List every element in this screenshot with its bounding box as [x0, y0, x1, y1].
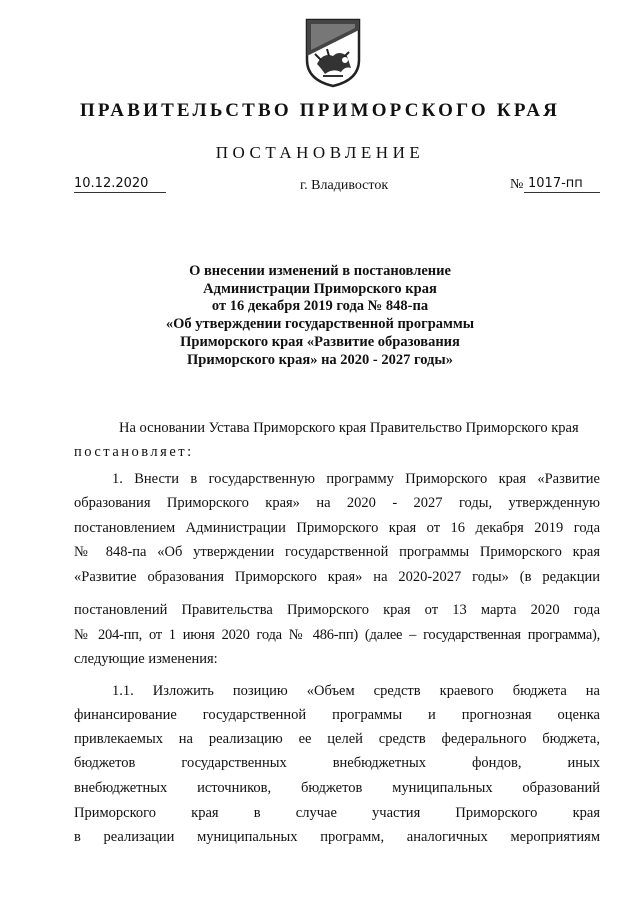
body-line: постановляет:: [74, 444, 194, 460]
document-number: 1017-пп: [524, 176, 600, 193]
body-line: финансирование государственной программы и прогнозная оценка: [74, 707, 600, 723]
body-line: следующие изменения:: [74, 651, 218, 667]
document-city: г. Владивосток: [300, 178, 389, 193]
number-sign: №: [510, 177, 524, 192]
body-line: Приморского края в случае участия Приморского края: [74, 805, 600, 821]
body-line: в реализации муниципальных программ, аналогичных мероприятиям: [74, 829, 600, 845]
government-name: ПРАВИТЕЛЬСТВО ПРИМОРСКОГО КРАЯ: [79, 100, 561, 121]
body-line: постановлением Администрации Приморского края от 16 декабря 2019 года: [74, 520, 600, 536]
document-date: 10.12.2020: [74, 176, 166, 193]
body-line: образования Приморского края» на 2020 - 2027 годы, утвержденную: [74, 495, 600, 511]
body-line: «Развитие образования Приморского края» на 2020-2027 годы» (в редакции: [74, 569, 600, 585]
body-line: № 848-па «Об утверждении государственной программы Приморского края: [74, 544, 600, 560]
body-line: На основании Устава Приморского края Правительство Приморского края: [119, 420, 579, 436]
document-title: [0, 263, 640, 369]
title-line: Администрации Приморского края: [203, 280, 437, 297]
title-line: Приморского края «Развитие образования: [180, 333, 460, 350]
title-line: О внесении изменений в постановление: [189, 263, 451, 279]
body-line: 1.1. Изложить позицию «Объем средств краевого бюджета на: [112, 683, 600, 699]
coat-of-arms-icon: [303, 16, 363, 88]
title-line: «Об утверждении государственной программы: [165, 316, 475, 333]
title-line: Приморского края» на 2020 - 2027 годы»: [187, 351, 453, 368]
body-line: 1. Внести в государственную программу Приморского края «Развитие: [112, 471, 600, 487]
title-line: от 16 декабря 2019 года № 848-па: [211, 298, 429, 315]
document-type: ПОСТАНОВЛЕНИЕ: [215, 143, 425, 162]
body-line: постановлений Правительства Приморского края от 13 марта 2020 года: [74, 602, 600, 618]
body-line: № 204-пп, от 1 июня 2020 года № 486-пп) (далее – государственная программа),: [74, 627, 600, 643]
body-line: бюджетов государственных внебюджетных фондов, иных: [74, 755, 600, 771]
body-line: привлекаемых на реализацию ее целей средств федерального бюджета,: [74, 731, 600, 747]
body-line: внебюджетных источников, бюджетов муниципальных образований: [74, 780, 600, 796]
